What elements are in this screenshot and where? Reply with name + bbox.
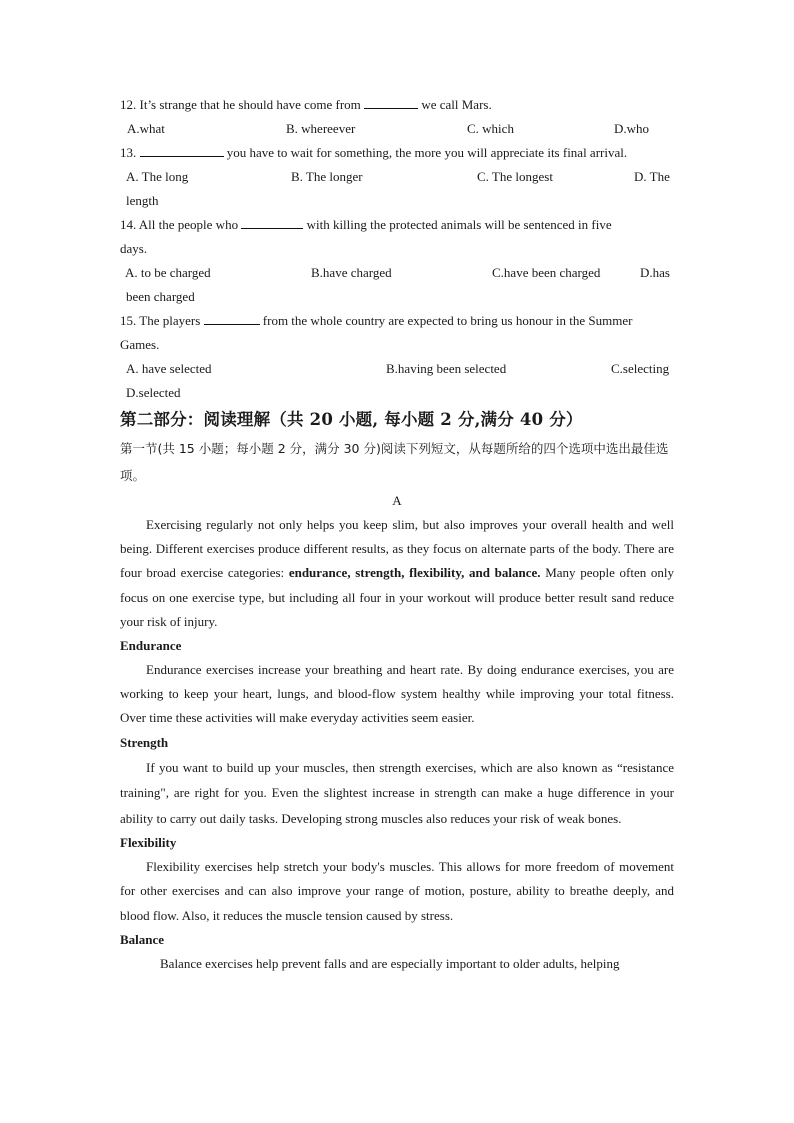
option-b: B.have charged [311, 265, 392, 280]
question-text: 15. The players [120, 313, 204, 328]
option-b: B. The longer [291, 169, 363, 184]
question-cont: days. [120, 241, 148, 256]
option-a: A. have selected [126, 361, 212, 376]
subheading-endurance: Endurance [120, 638, 182, 654]
paragraph-strength: If you want to build up your muscles, then strength exercises, which are also known as “resistance training", are right for you. Even the slightest increase in strength can make a huge difference in your ability to carry out daily tasks. Developing strong muscles also reduces your risk of weak bones. [120, 759, 674, 826]
paragraph-text: Many people often only focus on one exercise type, but including all four in your workout will produce better result sand reduce your risk of injury. [120, 565, 674, 629]
question-text: 13. [120, 145, 140, 160]
question-14 [120, 213, 674, 237]
paragraph-text: Exercising regularly not only helps you keep slim, but also improves your overall health and well being. Different exercises produce different results, as they focus on alternate parts of the body. There are four broad exercise categories: [120, 517, 674, 581]
question-text: 12. It’s strange that he should have come from [120, 97, 365, 112]
option-wrap: length [126, 193, 159, 208]
paragraph-flexibility: Flexibility exercises help stretch your body's muscles. This allows for more freedom of movement for other exercises and can also improve your range of motion, posture, ability to breathe deeply, and blood flow. Also, it reduces the muscle tension caused by stress. [120, 859, 674, 923]
categories-bold: endurance, strength, flexibility, and balance. [288, 565, 541, 581]
option-d: D. The [634, 169, 670, 184]
options-14 [120, 261, 674, 285]
subheading-flexibility: Flexibility [120, 835, 177, 851]
passage-label: A [392, 493, 402, 508]
question-text: you have to wait for something, the more you will appreciate its final arrival. [223, 145, 628, 160]
passage-intro-paragraph [120, 513, 674, 634]
option-a: A.what [127, 121, 165, 136]
option-c: C.have been charged [492, 265, 601, 280]
section-instructions: 第一节(共 15 小题；每小题 2 分，满分 30 分)阅读下列短文，从每题所给的四个选项中选出最佳选项。 [120, 441, 669, 483]
paragraph-endurance: Endurance exercises increase your breathing and heart rate. By doing endurance exercises, you are working to keep your heart, lungs, and blood-flow system healthy while improving your total fitness. Over time these activities will make everyday activities seem easier. [120, 662, 674, 726]
option-b: B.having been selected [386, 361, 507, 376]
question-text: we call Mars. [418, 97, 492, 112]
subheading-balance: Balance [120, 931, 165, 947]
question-text: from the whole country are expected to bring us honour in the Summer [259, 313, 633, 328]
option-c: C. The longest [477, 169, 553, 184]
option-wrap: D.selected [126, 385, 181, 400]
answer-blank [364, 96, 418, 109]
options-13 [120, 165, 674, 189]
paragraph-balance: Balance exercises help prevent falls and are especially important to older adults, helping [160, 955, 620, 971]
option-a: A. to be charged [125, 265, 211, 280]
options-15 [120, 357, 674, 381]
option-d: D.who [614, 121, 650, 136]
options-12 [120, 117, 674, 141]
option-c: C. which [467, 121, 514, 136]
question-text: with killing the protected animals will be sentenced in five [303, 217, 612, 232]
section-heading: 第二部分：阅读理解（共 20 小题, 每小题 2 分,满分 40 分） [120, 410, 583, 429]
question-cont: Games. [120, 337, 160, 352]
question-12 [120, 93, 674, 117]
exam-page [120, 93, 674, 976]
question-15 [120, 309, 674, 333]
answer-blank [140, 144, 224, 157]
option-d: D.has [640, 265, 670, 280]
subheading-strength: Strength [120, 734, 169, 750]
option-a: A. The long [126, 169, 189, 184]
question-text: 14. All the people who [120, 217, 242, 232]
answer-blank [204, 312, 260, 325]
option-b: B. whereever [286, 121, 356, 136]
answer-blank [241, 216, 303, 229]
option-c: C.selecting [611, 361, 670, 376]
option-wrap: been charged [126, 289, 195, 304]
question-13 [120, 141, 674, 165]
